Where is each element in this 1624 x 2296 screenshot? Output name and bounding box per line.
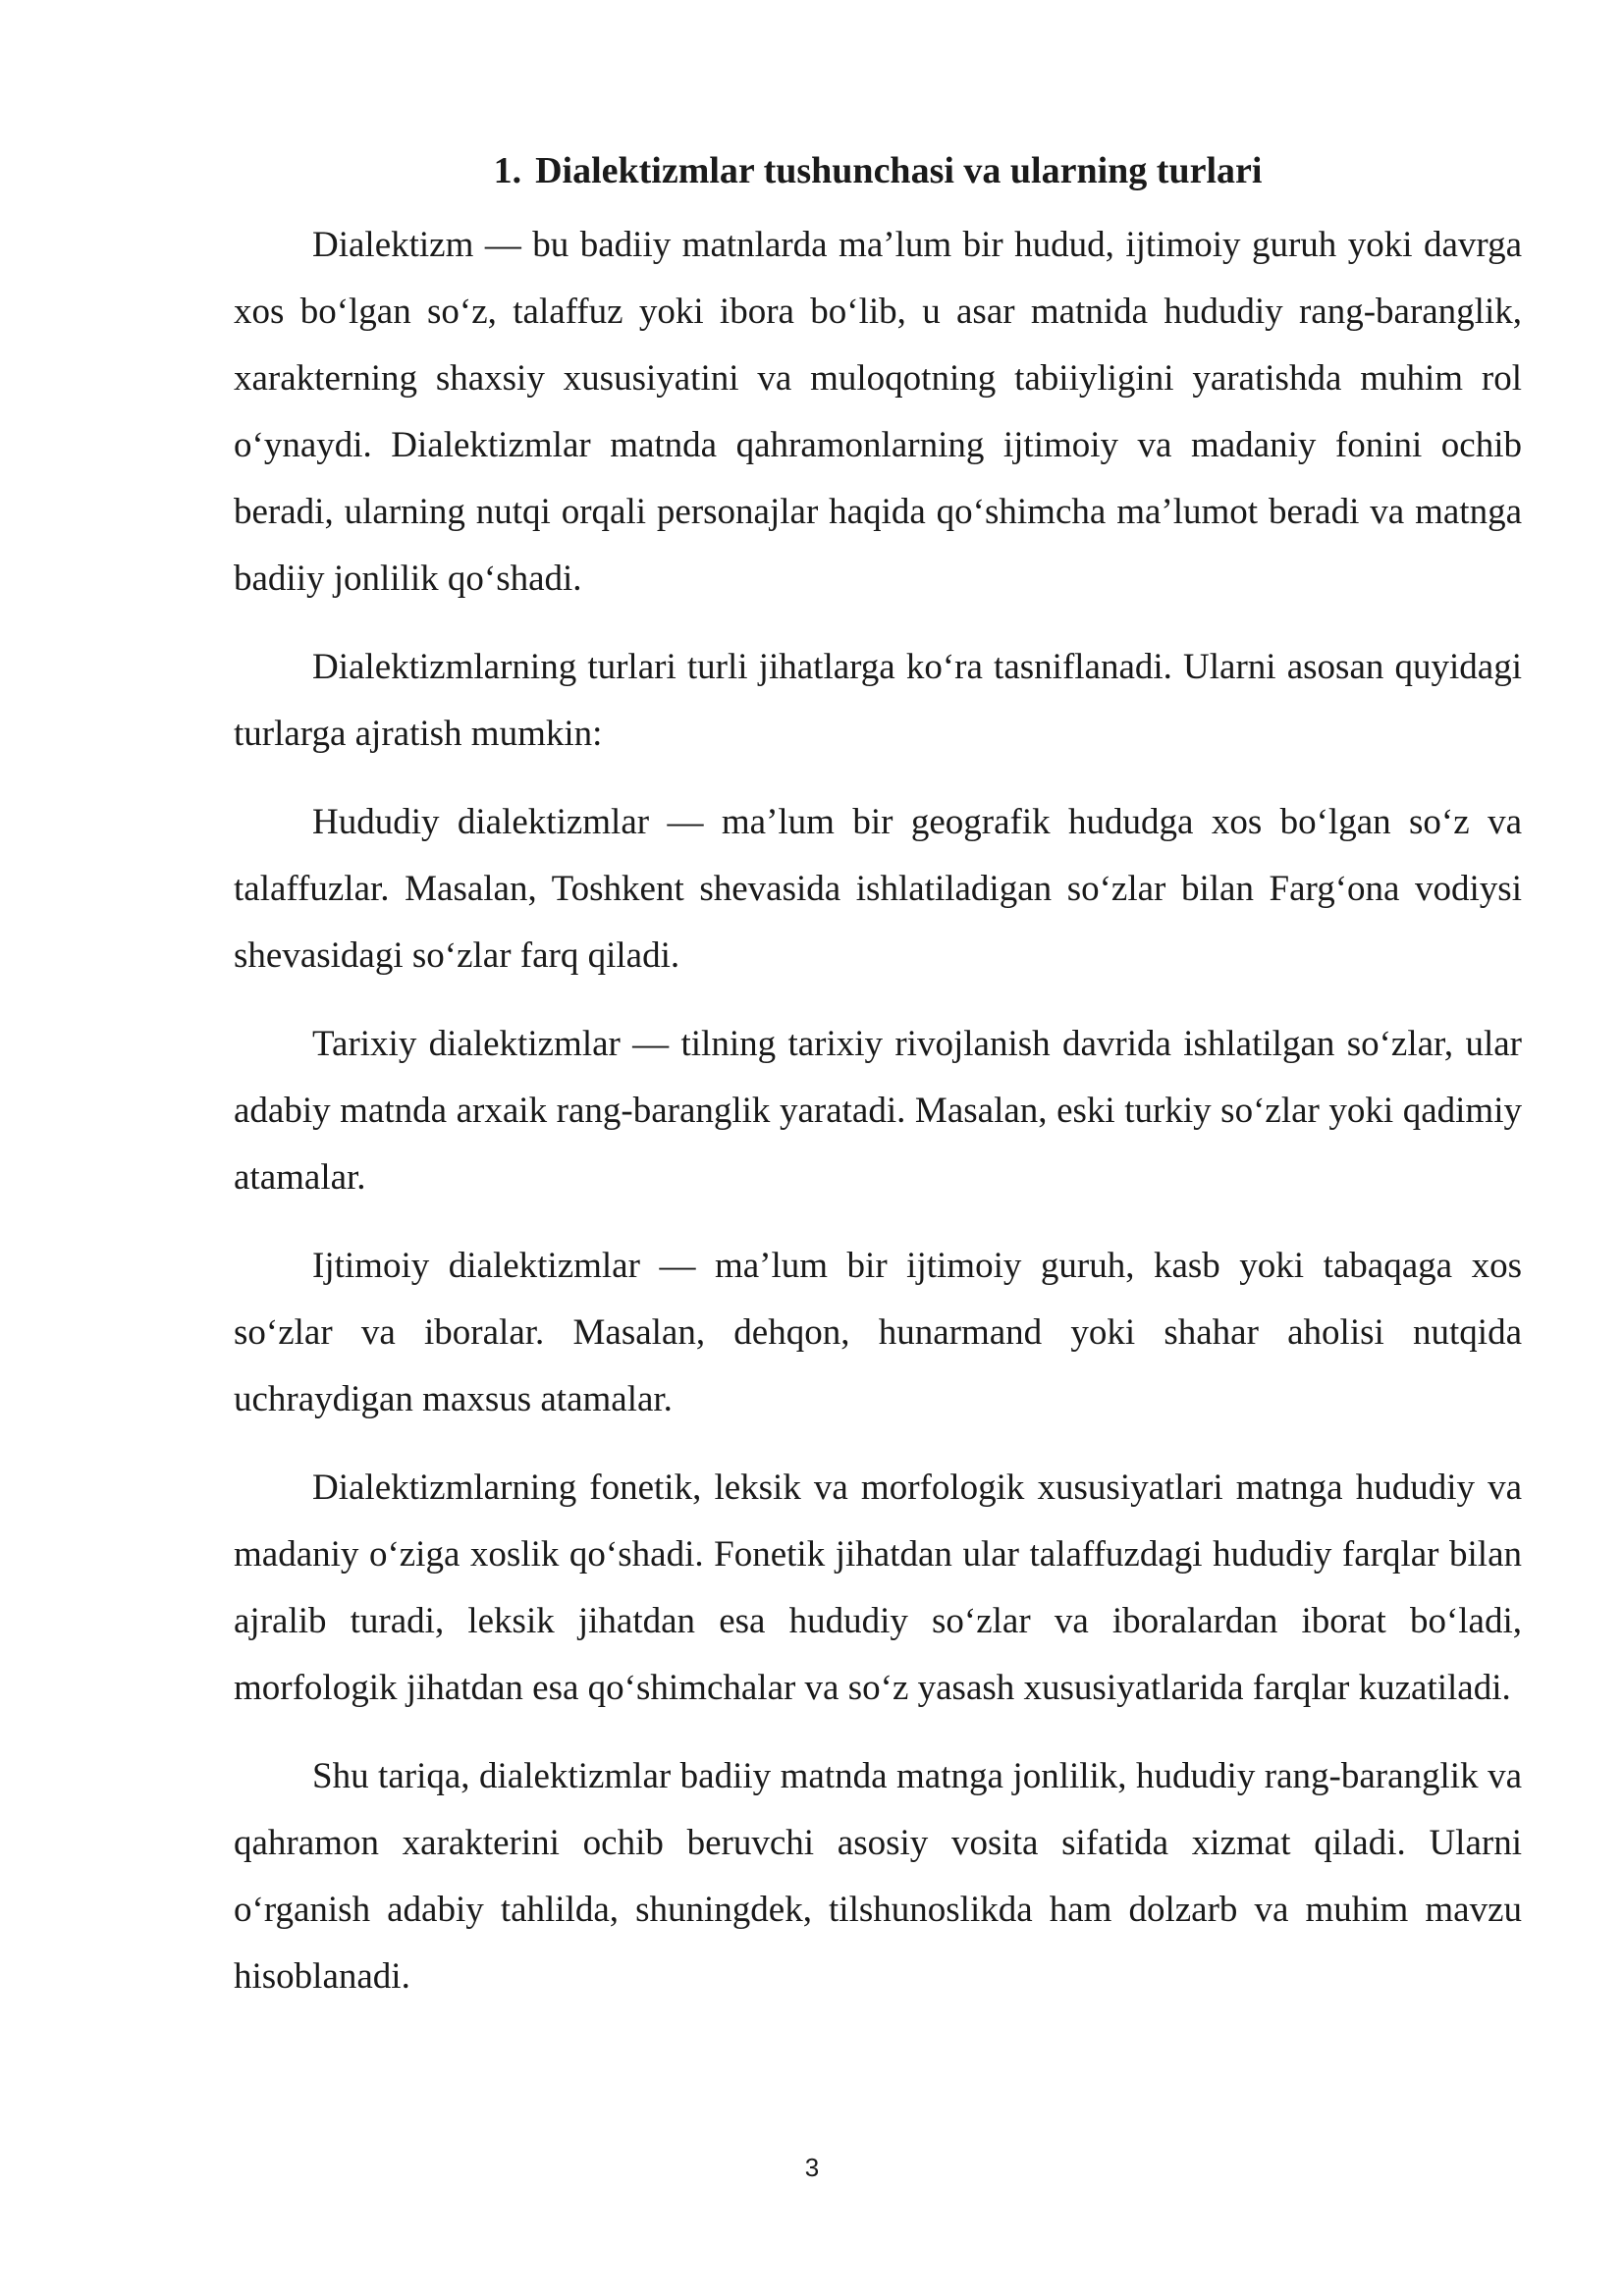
paragraph-types-intro: Dialektizmlarning turlari turli jihatlarga ko‘ra tasniflanadi. Ularni asosan quyidagi turlarga ajratish mumkin:: [234, 647, 1522, 754]
paragraph-conclusion: Shu tariqa, dialektizmlar badiiy matnda matnga jonlilik, hududiy rang-baranglik va qahramon xarakterini ochib beruvchi asosiy vosita sifatida xizmat qiladi. Ularni o‘rganish adabiy tahlilda, shuningdek, tilshunoslikda ham dolzarb va muhim mavzu hisoblanadi.: [234, 1756, 1522, 1997]
paragraph-social-dialectisms: Ijtimoiy dialektizmlar — ma’lum bir ijtimoiy guruh, kasb yoki tabaqaga xos so‘zlar va iboralar. Masalan, dehqon, hunarmand yoki shahar aholisi nutqida uchraydigan maxsus atamalar.: [234, 1246, 1522, 1419]
section-heading: [234, 147, 1522, 194]
paragraph-features: Dialektizmlarning fonetik, leksik va morfologik xususiyatlari matnga hududiy va madaniy o‘ziga xoslik qo‘shadi. Fonetik jihatdan ular talaffuzdagi hududiy farqlar bilan ajralib turadi, leksik jihatdan esa hududiy so‘zlar va iboralardan iborat bo‘ladi, morfologik jihatdan esa qo‘shimchalar va so‘z yasash xususiyatlarida farqlar kuzatiladi.: [234, 1468, 1522, 1708]
paragraph-regional-dialectisms: Hududiy dialektizmlar — ma’lum bir geografik hududga xos bo‘lgan so‘z va talaffuzlar. Masalan, Toshkent shevasida ishlatiladigan so‘zlar bilan Farg‘ona vodiysi shevasidagi so‘zlar farq qiladi.: [234, 802, 1522, 976]
page-number: 3: [804, 2153, 820, 2182]
paragraph-definition: Dialektizm — bu badiiy matnlarda ma’lum bir hudud, ijtimoiy guruh yoki davrga xos bo‘lgan so‘z, talaffuz yoki ibora bo‘lib, u asar matnida hududiy rang-baranglik, xarakterning shaxsiy xususiyatini va muloqotning tabiiyligini yaratishda muhim rol o‘ynaydi. Dialektizmlar matnda qahramonlarning ijtimoiy va madaniy fonini ochib beradi, ularning nutqi orqali personajlar haqida qo‘shimcha ma’lumot beradi va matnga badiiy jonlilik qo‘shadi.: [234, 225, 1522, 599]
document-page: [234, 147, 1522, 2032]
paragraph-historical-dialectisms: Tarixiy dialektizmlar — tilning tarixiy rivojlanish davrida ishlatilgan so‘zlar, ular adabiy matnda arxaik rang-baranglik yaratadi. Masalan, eski turkiy so‘zlar yoki qadimiy atamalar.: [234, 1024, 1522, 1198]
section-number: 1.: [493, 150, 522, 191]
section-title: Dialektizmlar tushunchasi va ularning turlari: [535, 150, 1263, 191]
